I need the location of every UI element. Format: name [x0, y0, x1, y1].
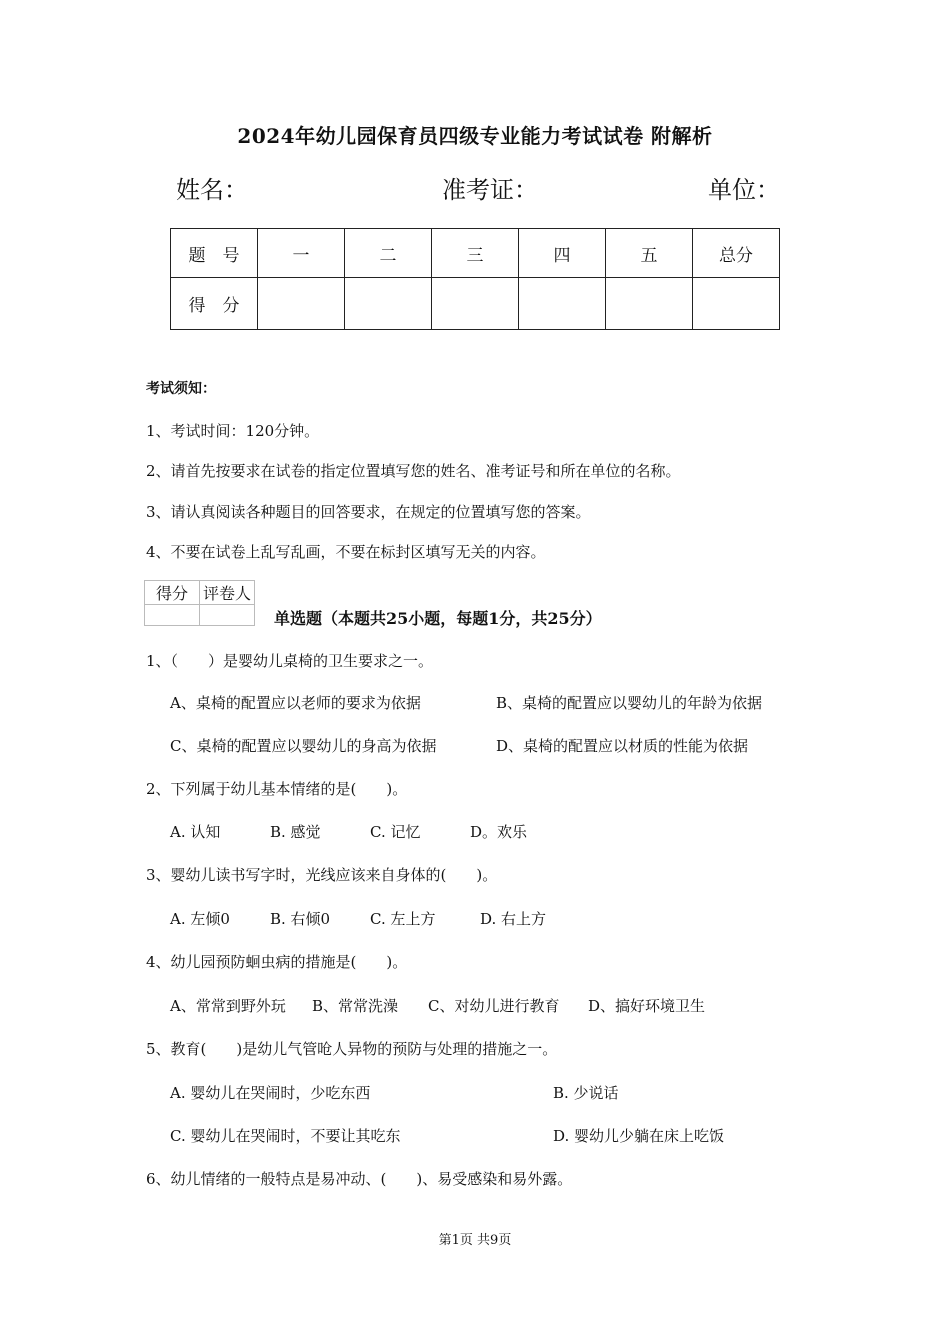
question-option: C、对幼儿进行教育	[428, 997, 560, 1015]
score-cell-4[interactable]	[519, 278, 606, 330]
section-5-header: 五	[606, 229, 693, 278]
unit-field-label: 单位：	[708, 176, 780, 204]
score-cell-1[interactable]	[258, 278, 345, 330]
section-2-header: 二	[345, 229, 432, 278]
question-option: C、桌椅的配置应以婴幼儿的身高为依据	[170, 737, 437, 755]
question-option: D、搞好环境卫生	[588, 997, 706, 1015]
total-header: 总分	[693, 229, 780, 278]
grader-reviewer-label: 评卷人	[200, 581, 255, 605]
notice-item: 2、请首先按要求在试卷的指定位置填写您的姓名、准考证号和所在单位的名称。	[146, 462, 681, 480]
question-option: B. 感觉	[270, 823, 321, 841]
grader-header-row	[145, 581, 255, 605]
section-title: 单选题（本题共25小题，每题1分，共25分）	[274, 609, 602, 628]
score-cell-5[interactable]	[606, 278, 693, 330]
exam-id-field-label: 准考证：	[442, 176, 538, 204]
notice-title: 考试须知：	[146, 381, 216, 397]
name-field-label: 姓名：	[176, 176, 248, 204]
notice-item: 3、请认真阅读各种题目的回答要求，在规定的位置填写您的答案。	[146, 503, 591, 521]
score-row-label: 得 分	[171, 278, 258, 330]
page-title: 2024年幼儿园保育员四级专业能力考试试卷 附解析	[237, 124, 713, 148]
question-stem: 5、教育( )是幼儿气管呛人异物的预防与处理的措施之一。	[146, 1040, 558, 1058]
question-option: A. 婴幼儿在哭闹时，少吃东西	[170, 1084, 371, 1102]
page-footer: 第1页 共9页	[438, 1233, 512, 1248]
question-option: C. 记忆	[370, 823, 421, 841]
question-stem: 2、下列属于幼儿基本情绪的是( )。	[146, 780, 408, 798]
question-option: D. 右上方	[480, 910, 547, 928]
question-option: C. 婴幼儿在哭闹时，不要让其吃东	[170, 1127, 401, 1145]
question-option: D。欢乐	[470, 823, 528, 841]
question-option: B. 少说话	[553, 1084, 619, 1102]
grader-score-label: 得分	[145, 581, 200, 605]
question-option: A. 认知	[170, 823, 221, 841]
question-option: C. 左上方	[370, 910, 436, 928]
score-table	[170, 228, 780, 330]
grader-value-row	[145, 605, 255, 626]
question-stem: 4、幼儿园预防蛔虫病的措施是( )。	[146, 953, 408, 971]
section-1-header: 一	[258, 229, 345, 278]
question-option: A、常常到野外玩	[170, 997, 286, 1015]
score-cell-3[interactable]	[432, 278, 519, 330]
grader-score-cell[interactable]	[145, 605, 200, 626]
score-cell-total[interactable]	[693, 278, 780, 330]
question-option: B. 右倾0	[270, 910, 331, 928]
question-option: A、桌椅的配置应以老师的要求为依据	[170, 694, 421, 712]
question-option: B、常常洗澡	[312, 997, 399, 1015]
score-cell-2[interactable]	[345, 278, 432, 330]
question-number-header: 题 号	[171, 229, 258, 278]
question-option: D、桌椅的配置应以材质的性能为依据	[496, 737, 749, 755]
score-table-header-row	[171, 229, 780, 278]
section-3-header: 三	[432, 229, 519, 278]
question-option: D. 婴幼儿少躺在床上吃饭	[553, 1127, 725, 1145]
question-stem: 6、幼儿情绪的一般特点是易冲动、( )、易受感染和易外露。	[146, 1170, 573, 1188]
question-stem: 3、婴幼儿读书写字时，光线应该来自身体的( )。	[146, 866, 498, 884]
notice-item: 1、考试时间：120分钟。	[146, 422, 320, 440]
notice-item: 4、不要在试卷上乱写乱画，不要在标封区填写无关的内容。	[146, 543, 546, 561]
grader-reviewer-cell[interactable]	[200, 605, 255, 626]
question-option: B、桌椅的配置应以婴幼儿的年龄为依据	[496, 694, 763, 712]
grader-box	[144, 580, 255, 626]
score-table-score-row	[171, 278, 780, 330]
section-4-header: 四	[519, 229, 606, 278]
question-option: A. 左倾0	[170, 910, 230, 928]
candidate-info	[176, 170, 780, 204]
question-stem: 1、（ ）是婴幼儿桌椅的卫生要求之一。	[146, 652, 434, 670]
